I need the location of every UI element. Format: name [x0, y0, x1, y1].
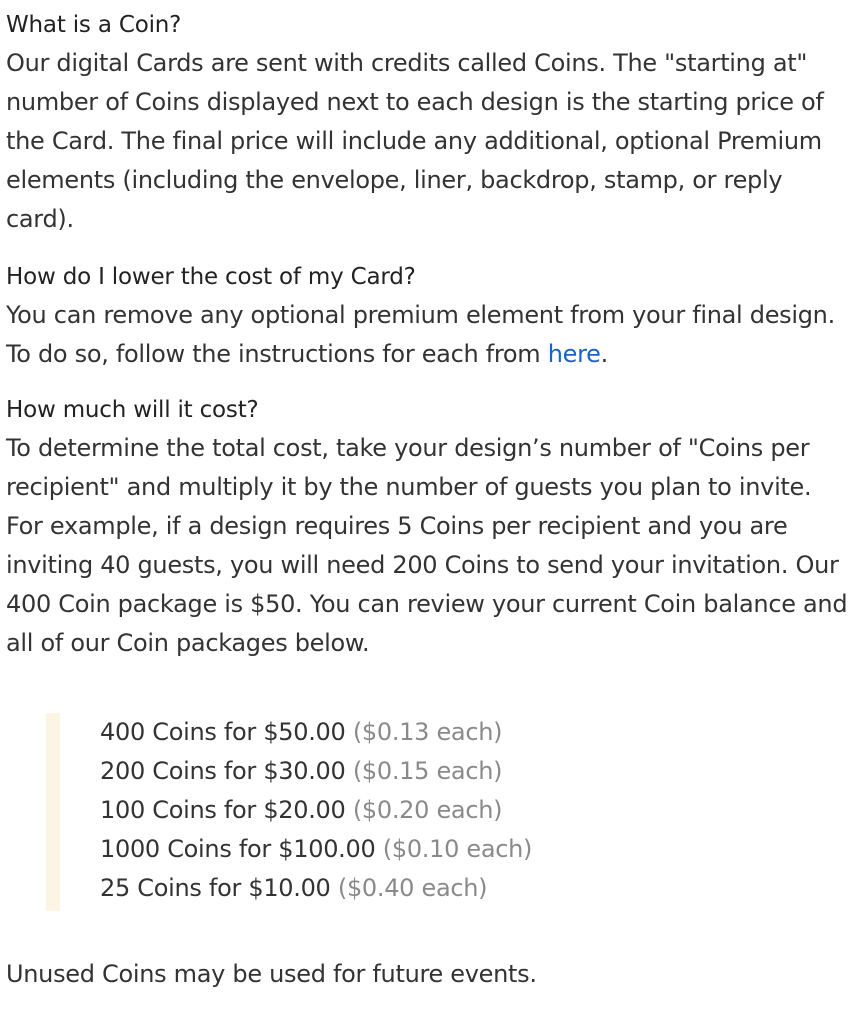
coin-package — [100, 791, 532, 830]
package-label: 400 Coins for $50.00 — [100, 718, 346, 746]
coin-package — [100, 713, 532, 752]
faq-item-lower-cost — [6, 262, 848, 374]
faq-answer: Our digital Cards are sent with credits called Coins. The "starting at" number of Coins displayed next to each design is the starting price of the Card. The final price will include any additional, optional Premium elements (including the envelope, liner, backdrop, stamp, or reply card). — [6, 49, 824, 233]
package-unit-price: ($0.13 each) — [352, 718, 503, 746]
faq-answer — [6, 296, 848, 374]
faq-item-coin — [6, 10, 848, 239]
package-label: 1000 Coins for $100.00 — [100, 835, 376, 863]
faq-answer-suffix: . — [600, 340, 608, 368]
package-unit-price: ($0.20 each) — [352, 796, 503, 824]
package-unit-price: ($0.10 each) — [382, 835, 533, 863]
package-label: 200 Coins for $30.00 — [100, 757, 346, 785]
faq-answer-text: You can remove any optional premium element from your final design. To do so, follow the instructions for each from — [6, 301, 835, 368]
package-label: 100 Coins for $20.00 — [100, 796, 346, 824]
coin-package — [100, 830, 532, 869]
faq-question: How do I lower the cost of my Card? — [6, 264, 416, 290]
faq-question: What is a Coin? — [6, 12, 182, 38]
coin-package — [100, 869, 532, 908]
footer-note: Unused Coins may be used for future events. — [6, 960, 537, 988]
coin-package-list — [100, 713, 532, 908]
coin-packages — [46, 713, 660, 911]
faq-item-cost — [6, 395, 848, 663]
coin-package — [100, 752, 532, 791]
faq-question: How much will it cost? — [6, 397, 259, 423]
package-label: 25 Coins for $10.00 — [100, 874, 331, 902]
faq-answer: To determine the total cost, take your design’s number of "Coins per recipient" and multiply it by the number of guests you plan to invite. For example, if a design requires 5 Coins per recipient and you are inviting 40 guests, you will need 200 Coins to send your invitation. Our 400 Coin package is $50. You can review your current Coin balance and all of our Coin packages below. — [6, 434, 848, 657]
package-unit-price: ($0.40 each) — [337, 874, 488, 902]
here-link[interactable]: here — [547, 340, 601, 368]
package-unit-price: ($0.15 each) — [352, 757, 503, 785]
